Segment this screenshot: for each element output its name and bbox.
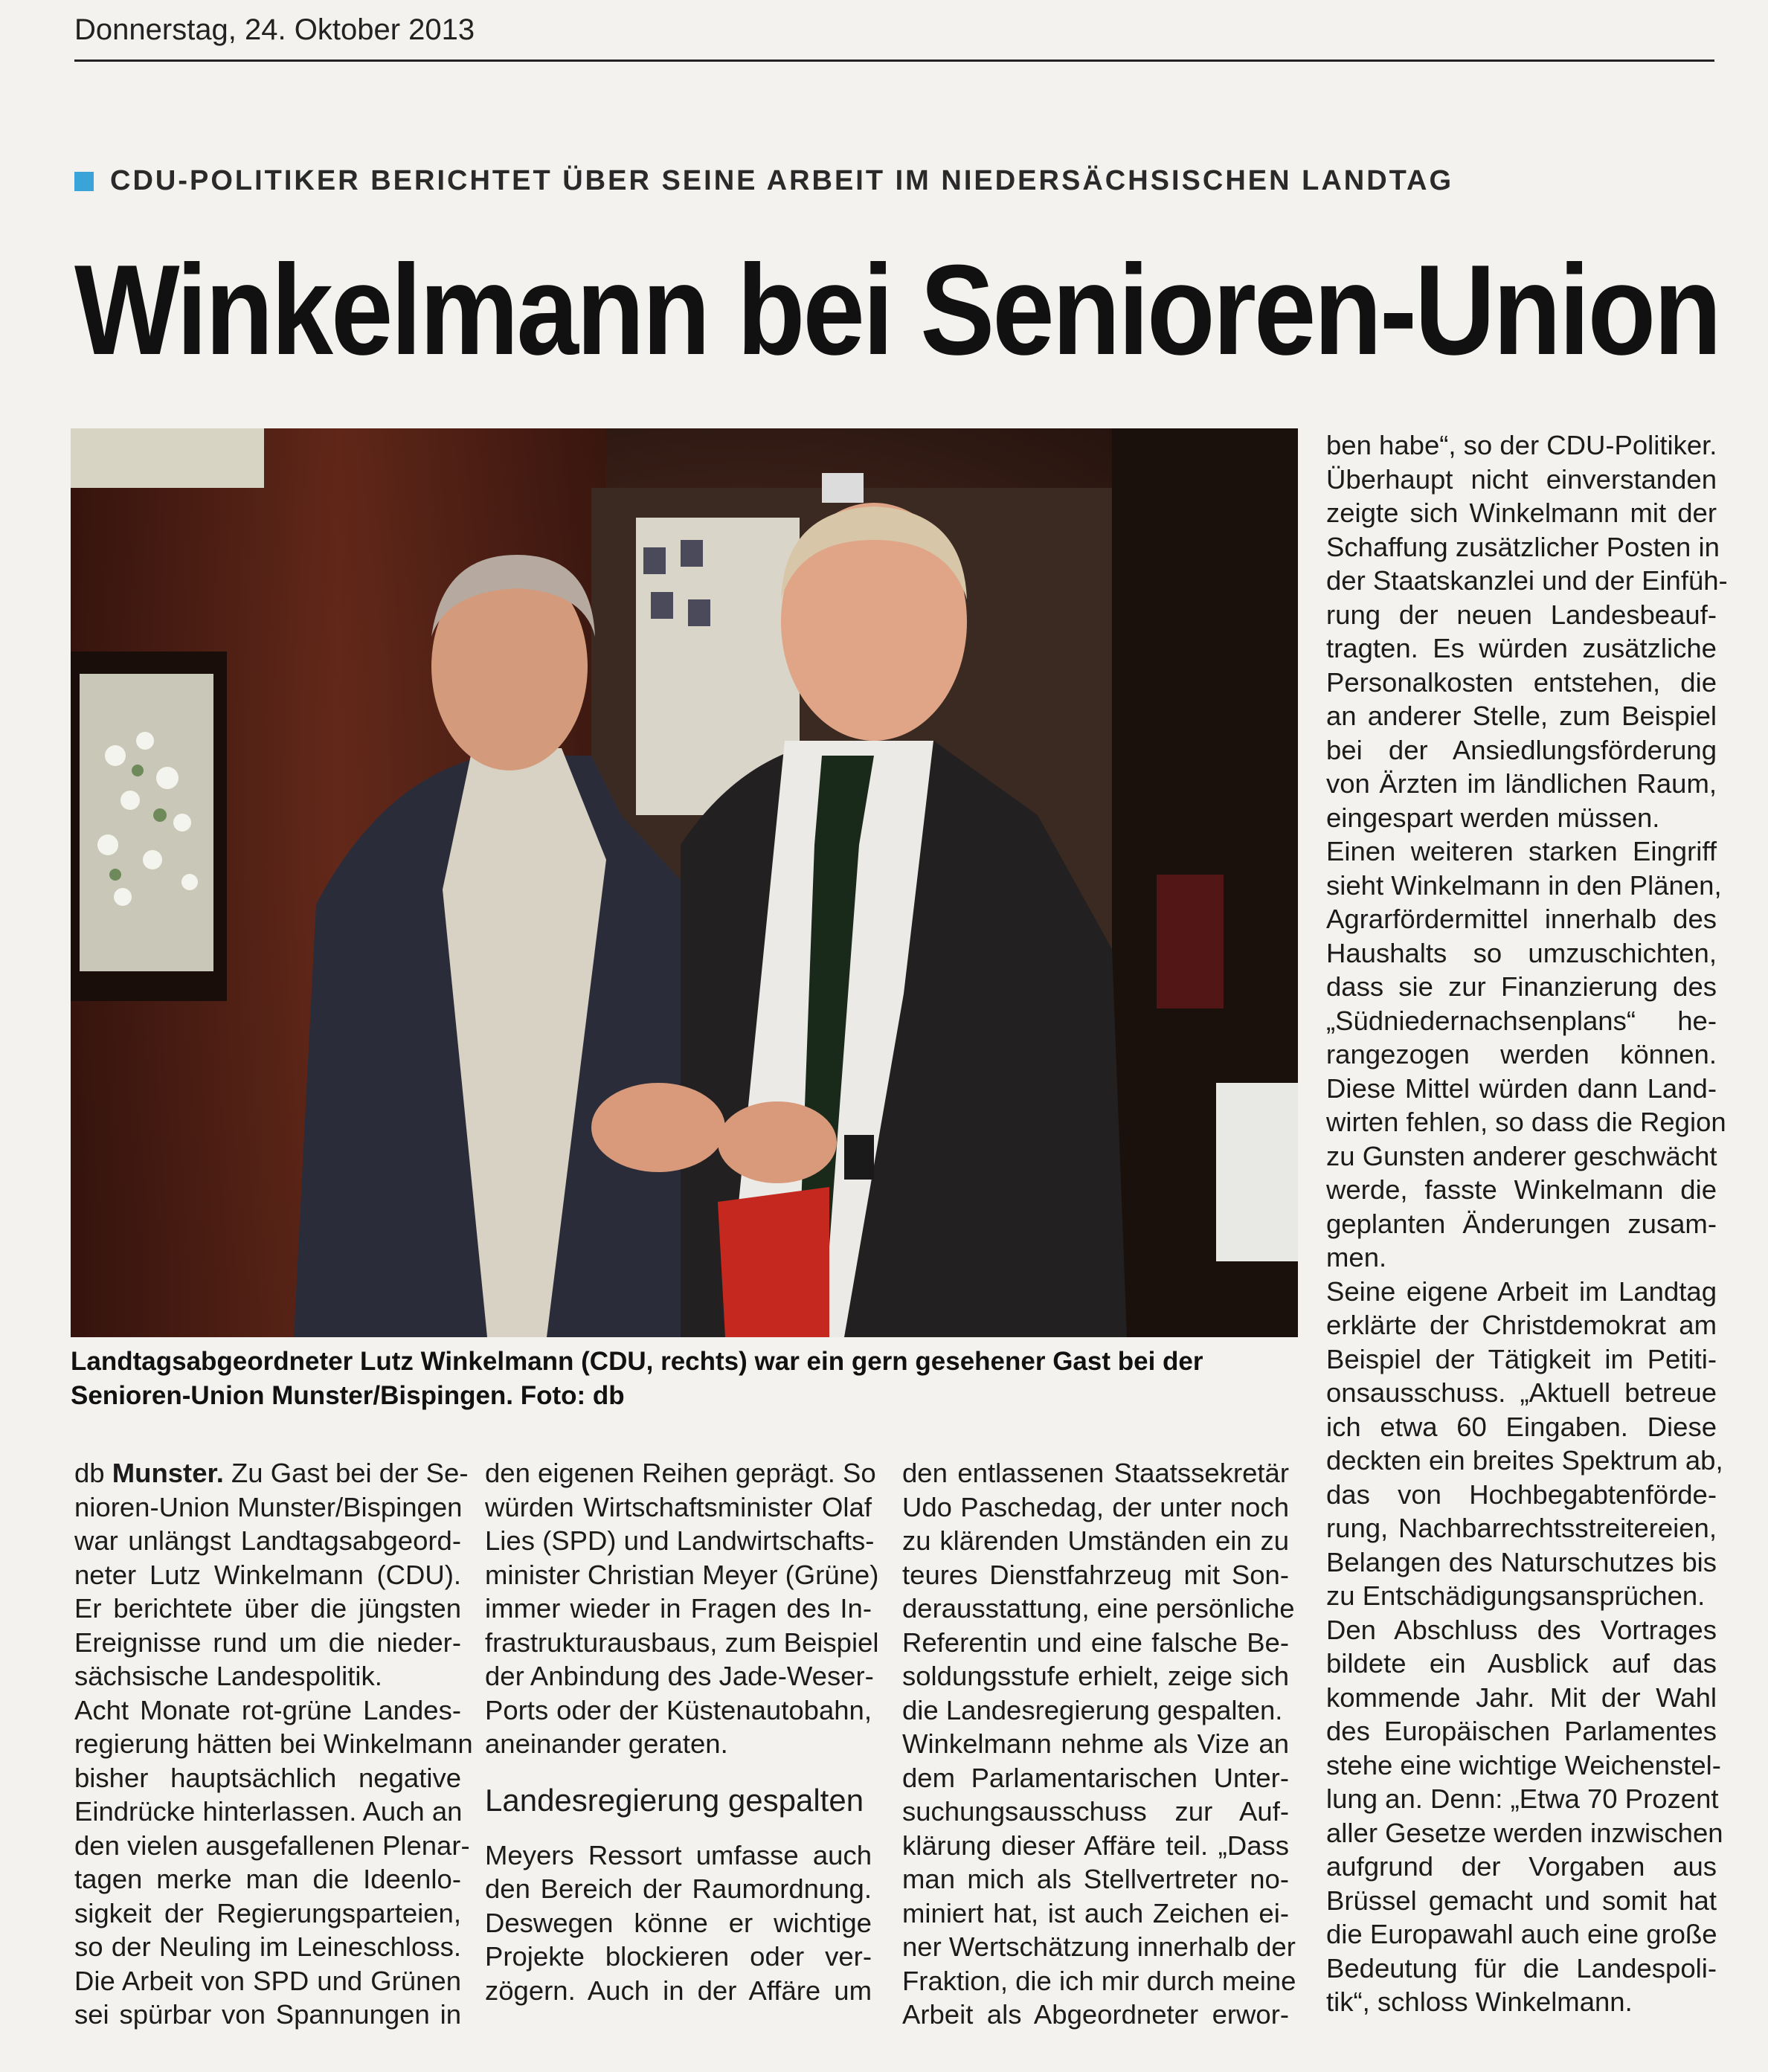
text-line: Projekte blockieren oder ver- bbox=[485, 1941, 872, 1972]
text-line: ben habe“, so der CDU-Politiker. bbox=[1326, 430, 1717, 460]
text-line: „Südniedernachsenplans“ he- bbox=[1326, 1005, 1717, 1036]
text-line: Überhaupt nicht einverstanden bbox=[1326, 463, 1717, 495]
text-line: Seine eigene Arbeit im Landtag bbox=[1326, 1275, 1717, 1307]
header-rule bbox=[74, 59, 1714, 62]
article-column-4 bbox=[1326, 428, 1728, 2019]
headline: Winkelmann bei Senioren-Union bbox=[74, 237, 1720, 382]
dateline: Donnerstag, 24. Oktober 2013 bbox=[74, 13, 475, 46]
text-line: dem Parlamentarischen Unter- bbox=[902, 1762, 1289, 1793]
text-line: teures Dienstfahrzeug mit Son- bbox=[902, 1559, 1289, 1590]
text-line: aneinander geraten. bbox=[485, 1728, 728, 1759]
text-line: so der Neuling im Leineschloss. bbox=[74, 1931, 461, 1962]
text-line: den vielen ausgefallenen Plenar- bbox=[74, 1830, 470, 1861]
kicker bbox=[74, 165, 1453, 197]
text-line: sigkeit der Regierungsparteien, bbox=[74, 1897, 461, 1928]
text-line: Er berichtete über die jüngsten bbox=[74, 1593, 461, 1624]
text-line: deckten ein breites Spektrum ab, bbox=[1326, 1445, 1723, 1476]
text-line: Fraktion, die ich mir durch meine bbox=[902, 1965, 1296, 1996]
text-line: men. bbox=[1326, 1242, 1387, 1273]
text-line: bisher hauptsächlich negative bbox=[74, 1762, 461, 1793]
text-line: neter Lutz Winkelmann (CDU). bbox=[74, 1559, 461, 1590]
text-line: Bedeutung für die Landespoli- bbox=[1326, 1952, 1717, 1983]
text-line: ich etwa 60 Eingaben. Diese bbox=[1326, 1411, 1717, 1442]
text-line: Winkelmann nehme als Vize an bbox=[902, 1728, 1289, 1759]
text-line: miniert hat, ist auch Zeichen ei- bbox=[902, 1897, 1289, 1928]
text-line: rung, Nachbarrechtsstreitereien, bbox=[1326, 1513, 1717, 1543]
text-line: das von Hochbegabtenförde- bbox=[1326, 1479, 1717, 1510]
text-line: dass sie zur Finanzierung des bbox=[1326, 971, 1717, 1002]
text-line: Arbeit als Abgeordneter erwor- bbox=[902, 1999, 1289, 2030]
text-line: der Anbindung des Jade-Weser- bbox=[485, 1661, 874, 1691]
text-line: von Ärzten im ländlichen Raum, bbox=[1326, 768, 1717, 799]
photo-caption: Landtagsabgeordneter Lutz Winkelmann (CDU, rechts) war ein gern gesehener Gast bei der Senioren-Union Munster/Bispingen. Foto: db bbox=[71, 1347, 1203, 1410]
text-line: Personalkosten entstehen, die bbox=[1326, 666, 1717, 698]
text-line: Agrarfördermittel innerhalb des bbox=[1326, 904, 1717, 934]
text-line: zu Entschädigungsansprüchen. bbox=[1326, 1580, 1706, 1611]
text-line: des Europäischen Parlamentes bbox=[1326, 1716, 1717, 1746]
article-column-2 bbox=[485, 1456, 879, 2007]
text-line: zu Gunsten anderer geschwächt bbox=[1326, 1140, 1717, 1171]
text-line: sieht Winkelmann in den Plänen, bbox=[1326, 869, 1722, 901]
text-line: ner Wertschätzung innerhalb der bbox=[902, 1931, 1296, 1962]
text-line: Die Arbeit von SPD und Grünen bbox=[74, 1965, 461, 1996]
photo-two-men-handshake bbox=[71, 428, 1298, 1337]
text-line: Belangen des Naturschutzes bis bbox=[1326, 1546, 1717, 1577]
text-line: an anderer Stelle, zum Beispiel bbox=[1326, 701, 1717, 731]
text-line: Einen weiteren starken Eingriff bbox=[1326, 836, 1717, 866]
text-line: würden Wirtschaftsminister Olaf bbox=[485, 1491, 872, 1522]
dateline-place: Munster. bbox=[112, 1458, 224, 1488]
text-line: kommende Jahr. Mit der Wahl bbox=[1326, 1682, 1717, 1713]
text-line: frastrukturausbaus, zum Beispiel bbox=[485, 1627, 879, 1658]
text-line: aller Gesetze werden inzwischen bbox=[1326, 1817, 1723, 1848]
kicker-text: CDU-POLITIKER BERICHTET ÜBER SEINE ARBEIT IM NIEDERSÄCHSISCHEN LANDTAG bbox=[110, 165, 1454, 196]
text-line: Schaffung zusätzlicher Posten in bbox=[1326, 531, 1720, 562]
text-line: lung an. Denn: „Etwa 70 Prozent bbox=[1326, 1783, 1719, 1814]
text-line: minister Christian Meyer (Grüne) bbox=[485, 1559, 879, 1590]
text-line: zu klärenden Umständen ein zu bbox=[902, 1525, 1289, 1556]
text-line: suchungsausschuss zur Auf- bbox=[902, 1796, 1289, 1827]
text-line: geplanten Änderungen zusam- bbox=[1326, 1208, 1717, 1239]
text-line: Brüssel gemacht und somit hat bbox=[1326, 1885, 1717, 1916]
text-line: Meyers Ressort umfasse auch bbox=[485, 1839, 872, 1870]
text-line: den eigenen Reihen geprägt. So bbox=[485, 1458, 876, 1488]
text-line: werde, fasste Winkelmann die bbox=[1326, 1174, 1717, 1205]
text-line: sächsische Landespolitik. bbox=[74, 1661, 382, 1691]
text-line: Acht Monate rot-grüne Landes- bbox=[74, 1694, 461, 1725]
text-line: stehe eine wichtige Weichenstel- bbox=[1326, 1749, 1721, 1780]
text-line: Diese Mittel würden dann Land- bbox=[1326, 1072, 1717, 1104]
text-line: onsausschuss. „Aktuell betreue bbox=[1326, 1377, 1717, 1408]
text-line: rangezogen werden können. bbox=[1326, 1039, 1717, 1069]
article-photo bbox=[71, 428, 1298, 1337]
text-line: Zu Gast bei der Se- bbox=[223, 1458, 469, 1488]
text-line: tragten. Es würden zusätzliche bbox=[1326, 633, 1717, 663]
text-line: wirten fehlen, so dass die Region bbox=[1326, 1107, 1726, 1137]
text-line: Eindrücke hinterlassen. Auch an bbox=[74, 1796, 463, 1827]
text-line: immer wieder in Fragen des In- bbox=[485, 1593, 872, 1624]
text-line: Udo Paschedag, der unter noch bbox=[902, 1491, 1289, 1522]
text-line: die Landesregierung gespalten. bbox=[902, 1694, 1283, 1725]
text-line: soldungsstufe erhielt, zeige sich bbox=[902, 1661, 1289, 1691]
text-line: man mich als Stellvertreter no- bbox=[902, 1864, 1289, 1894]
text-line: tagen merke man die Ideenlo- bbox=[74, 1864, 461, 1894]
text-line: Referentin und eine falsche Be- bbox=[902, 1627, 1289, 1658]
text-line: der Staatskanzlei und der Einfüh- bbox=[1326, 565, 1728, 596]
article-column-1 bbox=[74, 1456, 473, 2032]
text-line: den Bereich der Raumordnung. bbox=[485, 1873, 872, 1904]
text-line: bildete ein Ausblick auf das bbox=[1326, 1648, 1717, 1679]
text-line: Deswegen könne er wichtige bbox=[485, 1907, 872, 1938]
text-line: tik“, schloss Winkelmann. bbox=[1326, 1986, 1633, 2017]
text-line: regierung hätten bei Winkelmann bbox=[74, 1728, 473, 1759]
text-line: Den Abschluss des Vortrages bbox=[1326, 1614, 1717, 1645]
column-1-first-line bbox=[74, 1456, 469, 1490]
text-line: Ereignisse rund um die nieder- bbox=[74, 1627, 461, 1658]
text-line: eingespart werden müssen. bbox=[1326, 802, 1660, 833]
author-initials: db bbox=[74, 1458, 112, 1488]
text-line: klärung dieser Affäre teil. „Dass bbox=[902, 1830, 1289, 1861]
text-line: derausstattung, eine persönliche bbox=[902, 1593, 1295, 1624]
text-line: zeigte sich Winkelmann mit der bbox=[1326, 498, 1717, 528]
text-line: nioren-Union Munster/Bispingen bbox=[74, 1491, 463, 1522]
text-line: Beispiel der Tätigkeit im Petiti- bbox=[1326, 1343, 1717, 1374]
text-line: den entlassenen Staatssekretär bbox=[902, 1458, 1289, 1488]
text-line: aufgrund der Vorgaben aus bbox=[1326, 1851, 1717, 1882]
text-line: war unlängst Landtagsabgeord- bbox=[74, 1525, 461, 1556]
text-line: sei spürbar von Spannungen in bbox=[74, 1999, 461, 2030]
text-line: die Europawahl auch eine große bbox=[1326, 1919, 1717, 1949]
kicker-square-icon bbox=[74, 172, 94, 191]
text-line: Ports oder der Küstenautobahn, bbox=[485, 1694, 872, 1725]
text-line: Haushalts so umzuschichten, bbox=[1326, 937, 1717, 968]
text-line: bei der Ansiedlungsförderung bbox=[1326, 734, 1717, 765]
text-line: Lies (SPD) und Landwirtschafts- bbox=[485, 1525, 875, 1556]
subheading: Landesregierung gespalten bbox=[485, 1782, 864, 1818]
text-line: zögern. Auch in der Affäre um bbox=[485, 1975, 872, 2006]
text-line: rung der neuen Landesbeauf- bbox=[1326, 599, 1717, 630]
article-column-3 bbox=[902, 1456, 1296, 2032]
text-line: erklärte der Christdemokrat am bbox=[1326, 1310, 1717, 1340]
